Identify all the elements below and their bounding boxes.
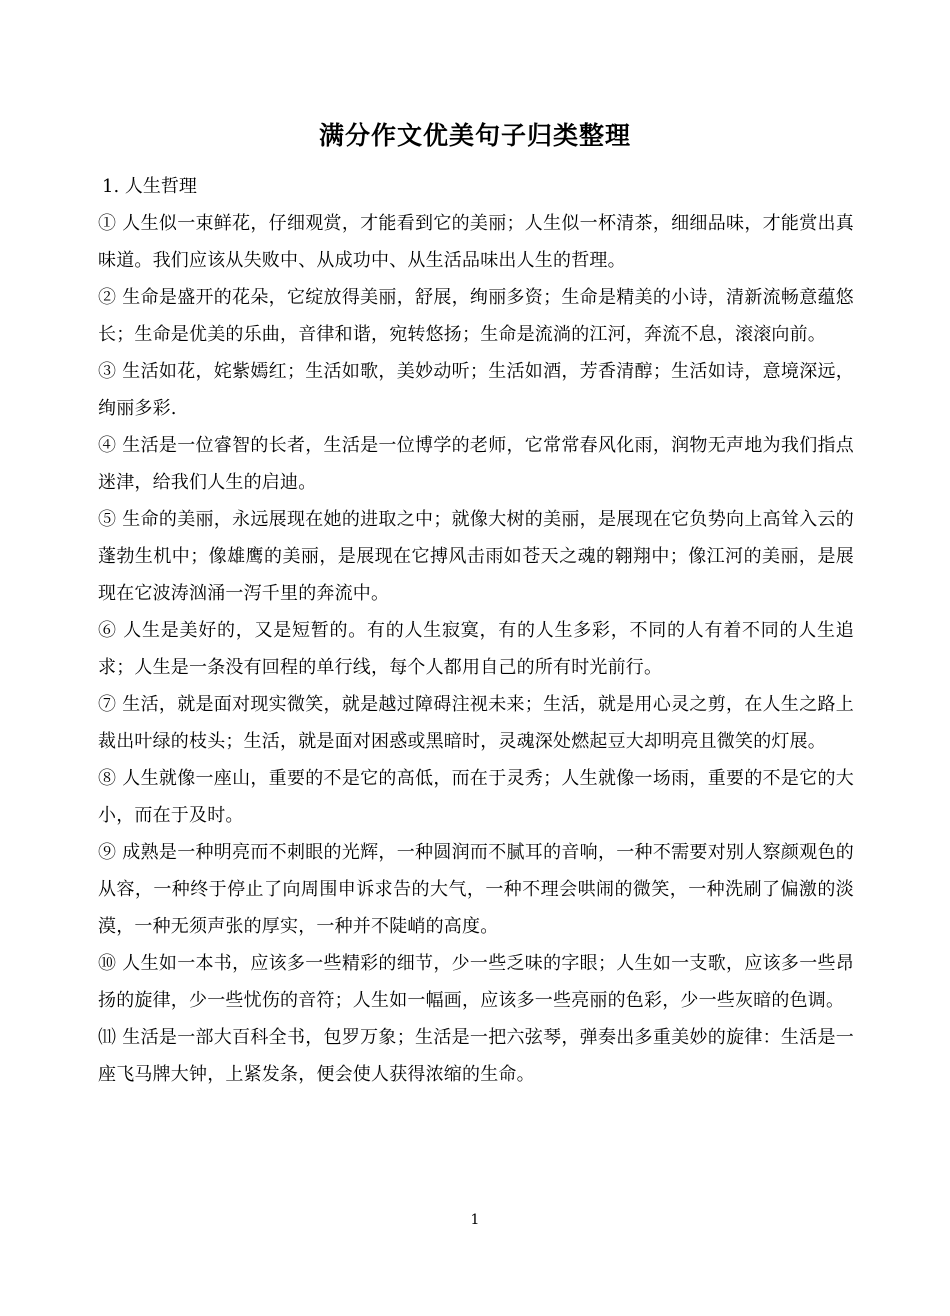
paragraph-item-10: ⑩ 人生如一本书，应该多一些精彩的细节，少一些乏味的字眼；人生如一支歌，应该多一些昂扬的旋律，少一些忧伤的音符；人生如一幅画，应该多一些亮丽的色彩，少一些灰暗的色调。 [98, 953, 854, 1011]
page-title: 满分作文优美句子归类整理 [318, 121, 631, 150]
paragraph-item-7: ⑦ 生活，就是面对现实微笑，就是越过障碍注视未来；生活，就是用心灵之剪，在人生之路上裁出叶绿的枝头；生活，就是面对困惑或黑暗时，灵魂深处燃起豆大却明亮且微笑的灯展。 [98, 694, 854, 752]
paragraph-item-3: ③ 生活如花，姹紫嫣红；生活如歌，美妙动听；生活如酒，芳香清醇；生活如诗，意境深远，绚丽多彩. [98, 361, 854, 419]
content-body [98, 170, 854, 1093]
paragraph-item-9: ⑨ 成熟是一种明亮而不刺眼的光辉，一种圆润而不腻耳的音响，一种不需要对别人察颜观色的从容，一种终于停止了向周围申诉求告的大气，一种不理会哄闹的微笑，一种洗刷了偏激的淡漠，一种无须声张的厚实，一种并不陡峭的高度。 [98, 842, 854, 937]
paragraph-item-8: ⑧ 人生就像一座山，重要的不是它的高低，而在于灵秀；人生就像一场雨，重要的不是它的大小，而在于及时。 [98, 768, 854, 826]
paragraph-item-4: ④ 生活是一位睿智的长者，生活是一位博学的老师，它常常春风化雨，润物无声地为我们指点迷津，给我们人生的启迪。 [98, 435, 854, 493]
paragraph-item-1: ① 人生似一束鲜花，仔细观赏，才能看到它的美丽；人生似一杯清茶，细细品味，才能赏出真味道。我们应该从失败中、从成功中、从生活品味出人生的哲理。 [98, 213, 854, 271]
paragraph-item-11: ⑾ 生活是一部大百科全书，包罗万象；生活是一把六弦琴，弹奏出多重美妙的旋律：生活是一座飞马牌大钟，上紧发条，便会使人获得浓缩的生命。 [98, 1027, 854, 1085]
paragraph-item-2: ② 生命是盛开的花朵，它绽放得美丽，舒展，绚丽多资；生命是精美的小诗，清新流畅意蕴悠长；生命是优美的乐曲，音律和谐，宛转悠扬；生命是流淌的江河，奔流不息，滚滚向前。 [98, 287, 854, 345]
paragraph-item-6: ⑥ 人生是美好的，又是短暂的。有的人生寂寞，有的人生多彩，不同的人有着不同的人生追求；人生是一条没有回程的单行线，每个人都用自己的所有时光前行。 [98, 620, 854, 678]
section-heading: 1. 人生哲理 [102, 176, 197, 197]
page-number: 1 [470, 1212, 480, 1228]
paragraph-item-5: ⑤ 生命的美丽，永远展现在她的进取之中；就像大树的美丽，是展现在它负势向上高耸入云的蓬勃生机中；像雄鹰的美丽，是展现在它搏风击雨如苍天之魂的翱翔中；像江河的美丽，是展现在它波涛汹涌一泻千里的奔流中。 [98, 509, 854, 604]
